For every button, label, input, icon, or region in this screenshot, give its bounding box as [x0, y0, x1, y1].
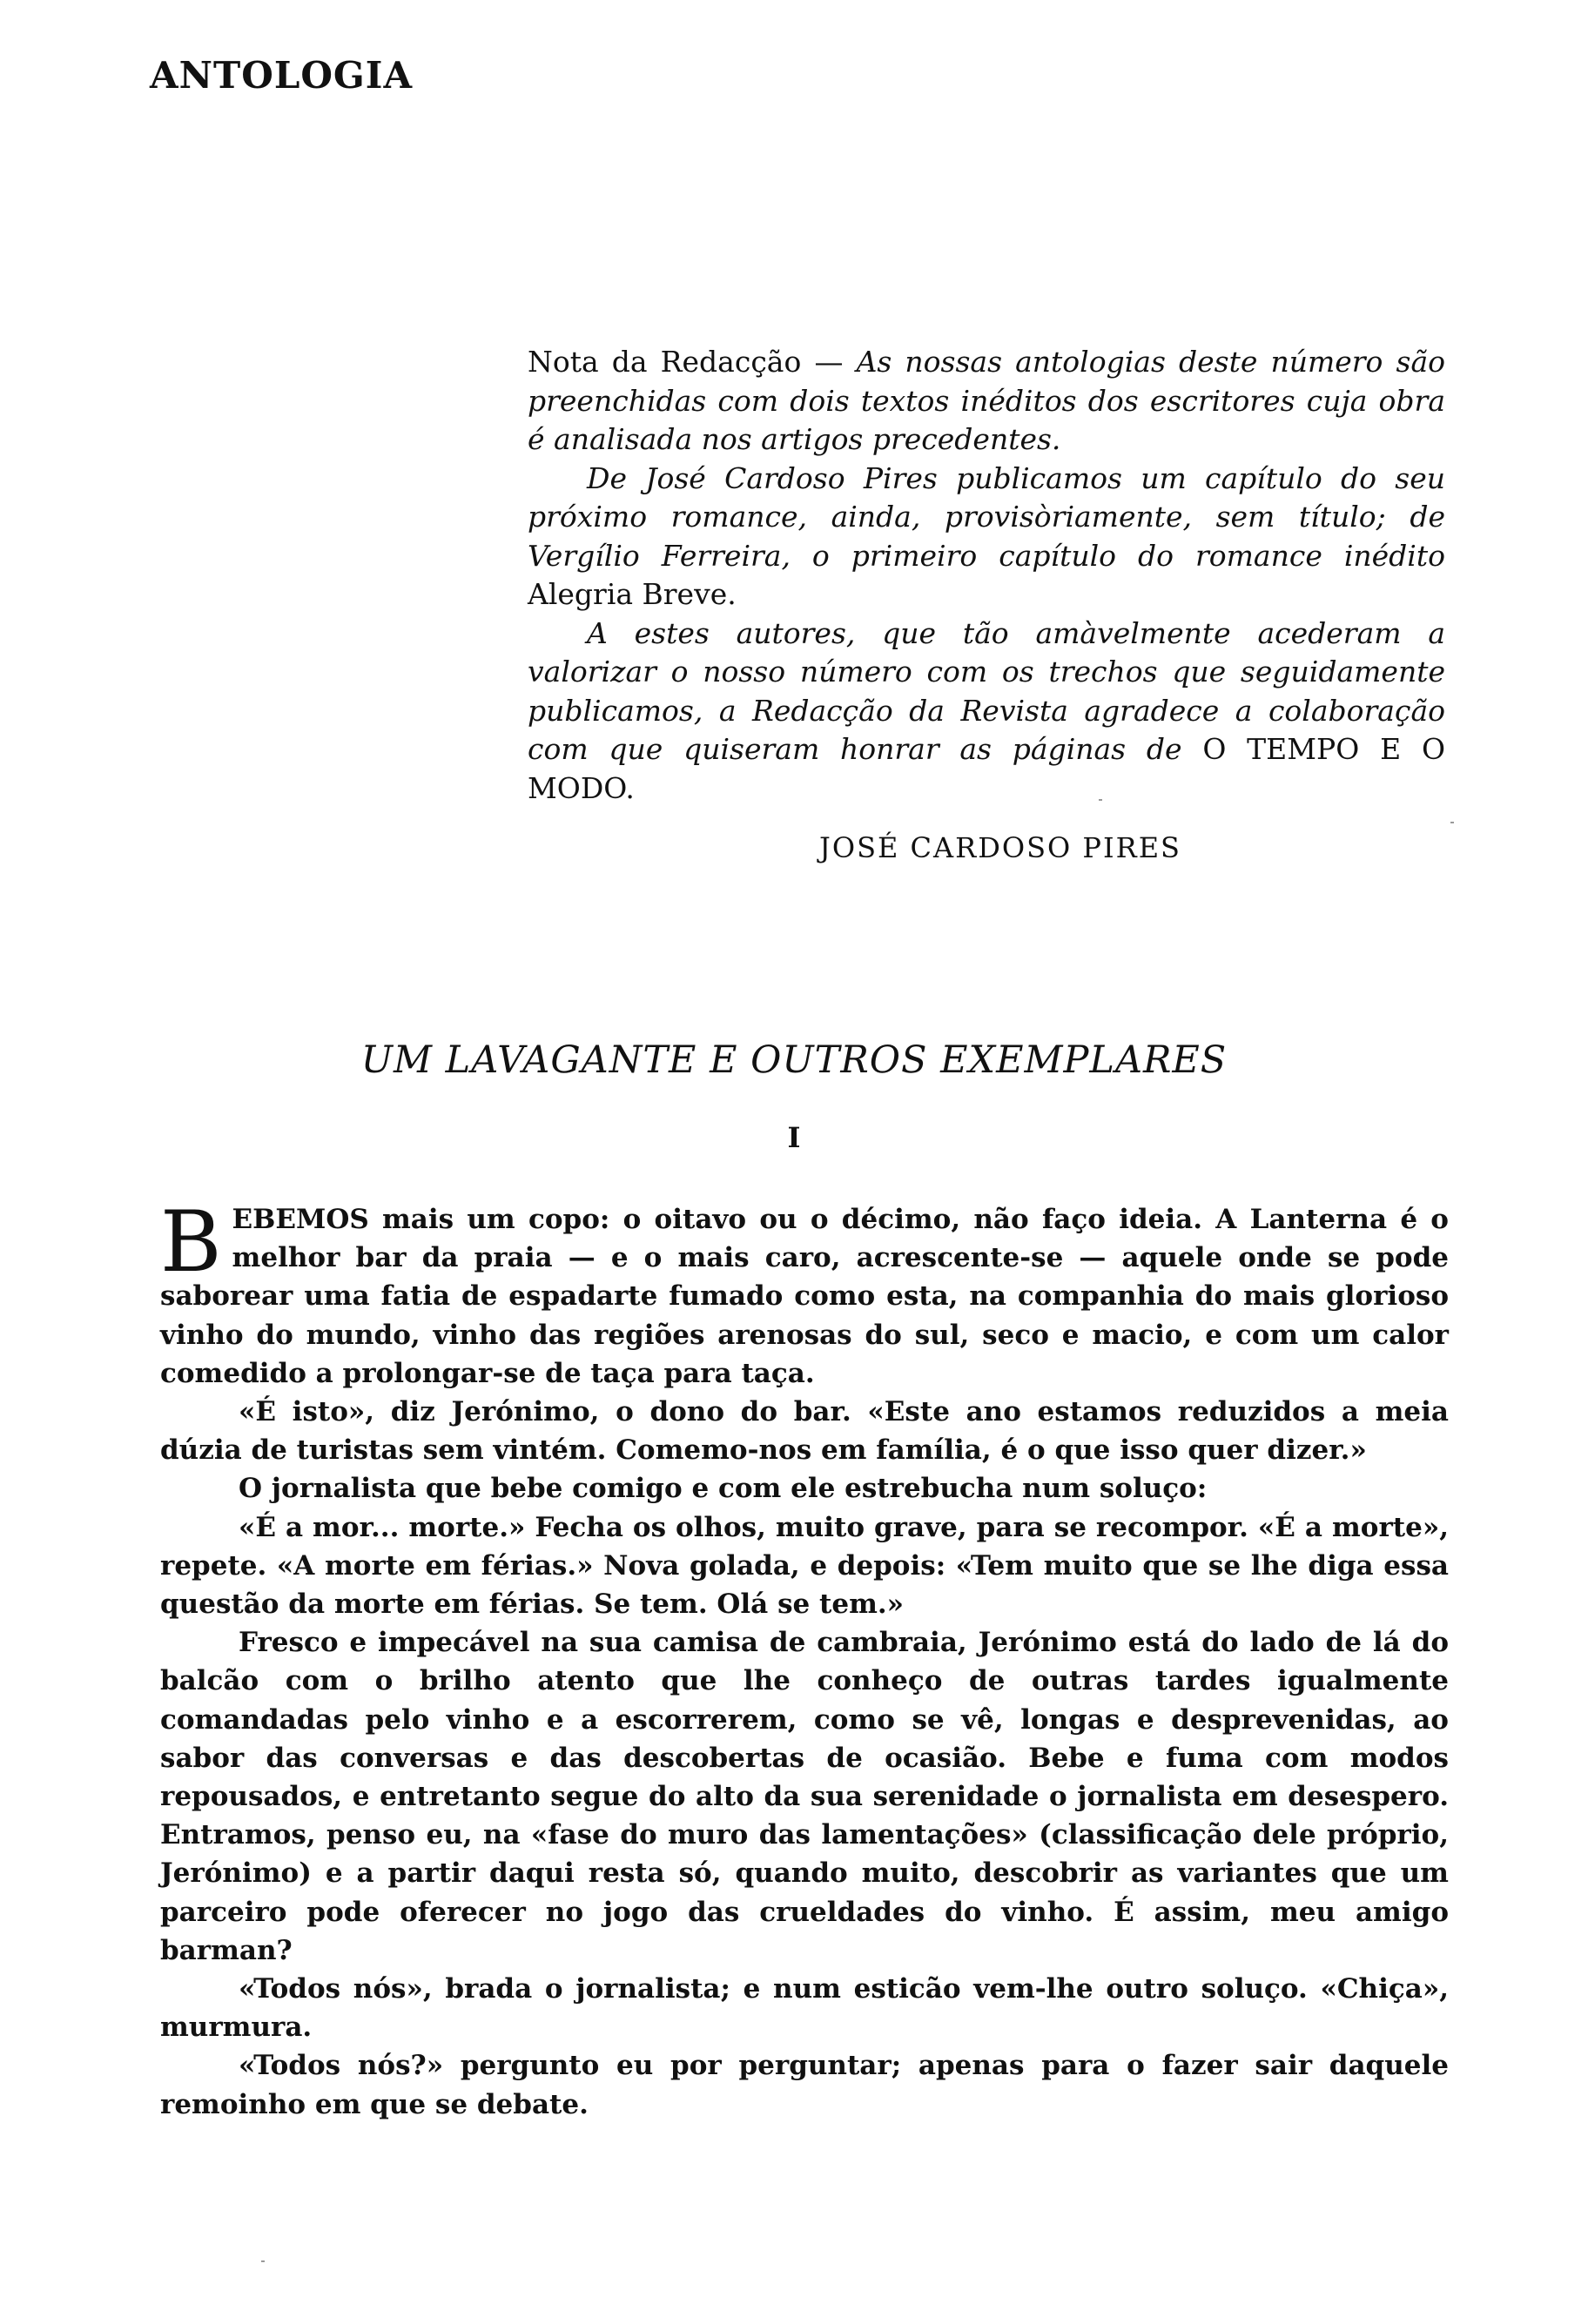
story-paragraph: «Todos nós», brada o jornalista; e num esticão vem-lhe outro soluço. «Chiça», murmura. — [160, 1973, 1449, 2044]
note-text: A estes autores, que tão amàvelmente acederam a valorizar o nosso número com os trechos que seguidamente publicamos, a Redacção da Revista agradece a colaboração com que quiseram honrar as páginas de — [528, 615, 1445, 766]
note-text: De José Cardoso Pires publicamos um capítulo do seu próximo romance, ainda, provisòriamente, sem título; de Vergílio Ferreira, o primeiro capítulo do romance inédito — [528, 460, 1445, 573]
note-magazine-title: O TEMPO E O MODO. — [528, 732, 1445, 805]
print-speck — [1099, 799, 1102, 801]
story-paragraph: «É a mor... morte.» Fecha os olhos, muito grave, para se recompor. «É a morte», repete. «A morte em férias.» Nova golada, e depois: «Tem muito que se lhe diga essa questão da morte em férias. Se tem. Olá se tem.» — [160, 1511, 1449, 1621]
note-text: As nossas antologias deste número são preenchidas com dois textos inéditos dos escritores cuja obra é analisada nos artigos precedentes. — [528, 345, 1446, 456]
story-paragraph: Fresco e impecável na sua camisa de cambraia, Jerónimo está do lado de lá do balcão com o brilho atento que lhe conheço de outras tardes igualmente comandadas pelo vinho e a escorrerem, como se vê, longas e desprevenidas, ao sabor das conversas e das descobertas de ocasião. Bebe e fuma com modos repousados, e entretanto segue do alto da sua serenidade o jornalista em desespero. Entramos, penso eu, na «fase do muro das lamentações» (classificação dele próprio, Jerónimo) e a partir daqui resta só, quando muito, descobrir as variantes que um parceiro pode oferecer no jogo das crueldades do vinho. É assim, meu amigo barman? — [160, 1627, 1449, 1966]
story-paragraph: «É isto», diz Jerónimo, o dono do bar. «Este ano estamos reduzidos a meia dúzia de turistas sem vintém. Comemo-nos em família, é o que isso quer dizer.» — [160, 1396, 1449, 1467]
first-word: EBEMOS — [232, 1204, 369, 1235]
story-paragraph — [160, 1193, 1449, 1393]
note-paragraph-1 — [528, 343, 1445, 460]
author-name: JOSÉ CARDOSO PIRES — [819, 831, 1181, 864]
chapter-number: I — [787, 1121, 801, 1154]
story-paragraph: O jornalista que bebe comigo e com ele estrebucha num soluço: — [239, 1473, 1208, 1505]
editorial-note — [528, 343, 1445, 808]
note-label: Nota da Redacção — [528, 345, 802, 379]
paragraph-text: mais um copo: o oitavo ou o décimo, não faço ideia. A Lanterna é o melhor bar da praia — e o mais caro, acrescente-se — aquele onde se pode saborear uma fatia de espadarte fumado como esta, na companhia do mais glorioso vinho do mundo, vinho das regiões arenosas do sul, seco e macio, e com um calor comedido a prolongar-se de taça para taça. — [160, 1204, 1449, 1389]
note-paragraph-2 — [528, 460, 1445, 615]
print-speck — [261, 2260, 265, 2262]
story-paragraph: «Todos nós?» pergunto eu por perguntar; apenas para o fazer sair daquele remoinho em que se debate. — [160, 2050, 1449, 2120]
note-paragraph-3 — [528, 615, 1445, 809]
note-dash: — — [801, 345, 857, 379]
story-text — [160, 1193, 1449, 2124]
print-speck — [1450, 822, 1454, 823]
drop-cap: B — [160, 1193, 222, 1291]
chapter-title: UM LAVAGANTE E OUTROS EXEMPLARES — [360, 1038, 1228, 1082]
note-book-title: Alegria Breve. — [528, 577, 737, 611]
section-heading: ANTOLOGIA — [150, 54, 414, 97]
